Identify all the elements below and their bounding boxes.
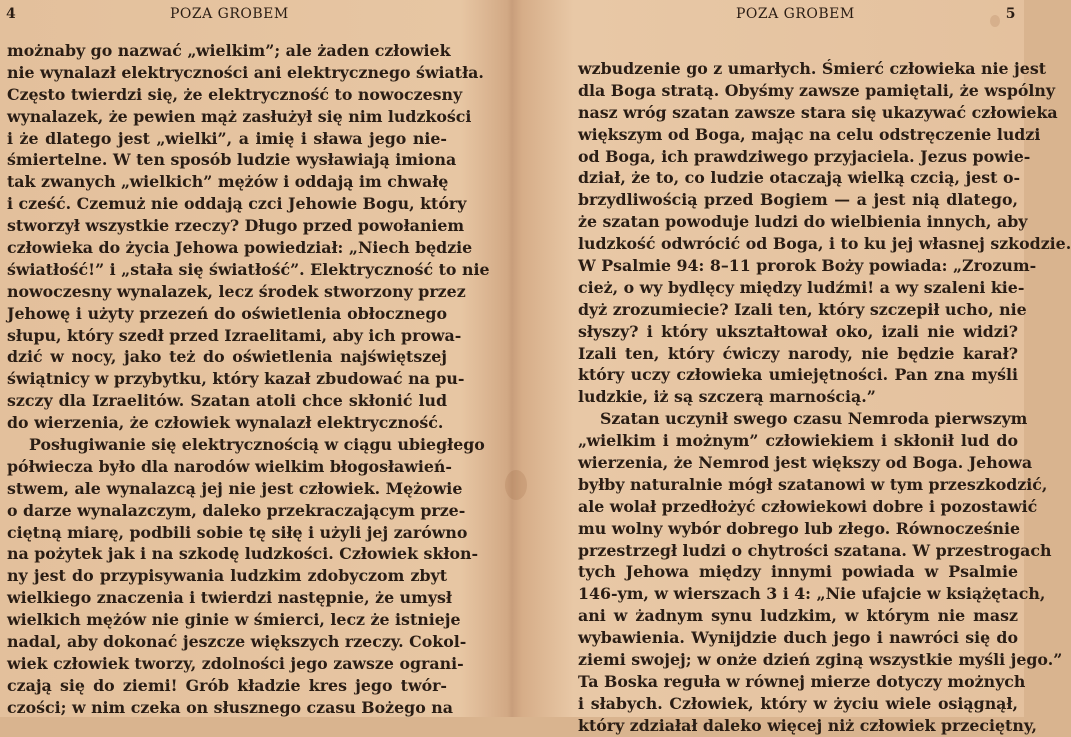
text-line: możnaby go nazwać „wielkim”; ale żaden człowiek bbox=[7, 41, 451, 60]
text-line: stwem, ale wynalazcą jej nie jest człowiek. Mężowie bbox=[7, 478, 463, 498]
text-line: czają się do ziemi! Grób kładzie kres jego twór- bbox=[7, 675, 447, 695]
text-line: Izali ten, który ćwiczy narody, nie będzie karał? bbox=[578, 343, 1018, 363]
text-line: nasz wróg szatan zawsze stara się ukazywać człowieka bbox=[578, 102, 1058, 122]
text-line: i słabych. Człowiek, który w życiu wiele osiągnął, bbox=[578, 693, 1018, 713]
text-line: Jehowę i użyty przezeń do oświetlenia obłocznego bbox=[7, 303, 447, 323]
text-line: mu wolny wybór dobrego lub złego. Równocześnie bbox=[578, 518, 1021, 538]
text-line: czości; w nim czeka on słusznego czasu Bożego na bbox=[7, 697, 453, 717]
running-title: POZA GROBEM bbox=[736, 6, 855, 22]
text-line: szczy dla Izraelitów. Szatan atoli chce skłonić lud bbox=[7, 391, 447, 411]
text-line: ale wolał przedłożyć człowiekowi dobre i pozostawić bbox=[578, 496, 1038, 516]
text-line: że szatan powoduje ludzi do wielbienia innych, aby bbox=[578, 212, 1028, 232]
text-line: dla Boga stratą. Obyśmy zawsze pamiętali, że wspólny bbox=[578, 80, 1056, 100]
text-line: świątnicy w przybytku, który kazał zbudować na pu- bbox=[7, 369, 465, 389]
text-line: i cześć. Czemuż nie oddają czci Jehowie Bogu, który bbox=[7, 194, 467, 214]
text-line: dzić w nocy, jako też do oświetlenia najświętszej bbox=[7, 347, 447, 367]
page-number: 5 bbox=[1005, 6, 1016, 22]
text-line: o darze wynalazczym, daleko przekraczającym prze- bbox=[7, 500, 466, 520]
text-line: ludzkość odwrócić od Boga, i to ku jej własnej szkodzie. bbox=[578, 234, 1071, 254]
text-line: brzydliwością przed Bogiem — a jest nią dlatego, bbox=[578, 190, 1018, 210]
text-line: i że dlatego jest „wielki”, a imię i sława jego nie- bbox=[7, 128, 447, 148]
page-number: 4 bbox=[6, 6, 17, 22]
running-title: POZA GROBEM bbox=[170, 6, 289, 22]
text-line: większym od Boga, mając na celu odstręczenie ludzi bbox=[578, 124, 1041, 144]
text-line: do wierzenia, że człowiek wynalazł elektryczność. bbox=[7, 413, 444, 433]
text-line: ani w żadnym synu ludzkim, w którym nie masz bbox=[578, 606, 1018, 626]
text-line: od Boga, ich prawdziwego przyjaciela. Jezus powie- bbox=[578, 146, 1031, 166]
text-line: ny jest do przypisywania ludzkim zdobyczom zbyt bbox=[7, 566, 447, 586]
text-line: słyszy? i który ukształtował oko, izali nie widzi? bbox=[578, 321, 1018, 341]
text-line: tak zwanych „wielkich” mężów i oddają im chwałę bbox=[7, 172, 449, 192]
right-page bbox=[520, 0, 1071, 735]
text-line: wzbudzenie go z umarłych. Śmierć człowieka nie jest bbox=[578, 59, 1047, 78]
text-line: który zdziałał daleko więcej niż człowiek przeciętny, bbox=[578, 715, 1038, 735]
text-line: nowoczesny wynalazek, lecz środek stworzony przez bbox=[7, 281, 466, 301]
text-line: nie wynalazł elektryczności ani elektrycznego światła. bbox=[7, 62, 484, 82]
text-line: który uczy człowieka umiejętności. Pan zna myśli bbox=[578, 365, 1018, 385]
page-header bbox=[0, 6, 500, 26]
text-line: byłby naturalnie mógł szatanowi w tym przeszkodzić, bbox=[578, 474, 1048, 494]
text-line: wynalazek, że pewien mąż zasłużył się nim ludzkości bbox=[7, 106, 472, 126]
text-line: nadal, aby dokonać jeszcze większych rzeczy. Cokol- bbox=[7, 632, 467, 652]
text-line: Ta Boska reguła w równej mierze dotyczy możnych bbox=[578, 671, 1026, 691]
text-line: 146-ym, w wierszach 3 i 4: „Nie ufajcie w książętach, bbox=[578, 584, 1046, 604]
text-line: dyż zrozumiecie? Izali ten, który szczepił ucho, nie bbox=[578, 299, 1027, 319]
text-line: ludzkie, iż są szczerą marnością.” bbox=[578, 387, 876, 407]
text-line: wybawienia. Wynijdzie duch jego i nawróci się do bbox=[578, 628, 1018, 648]
text-line: wielkich mężów nie ginie w śmierci, lecz że istnieje bbox=[7, 610, 461, 630]
page-header bbox=[520, 6, 1024, 26]
text-line: półwiecza było dla narodów wielkim błogosławień- bbox=[7, 456, 452, 476]
text-line: światłość!” i „stała się światłość”. Elektryczność to nie bbox=[7, 259, 490, 279]
text-line: śmiertelne. W ten sposób ludzie wysławiają imiona bbox=[7, 150, 457, 170]
left-page bbox=[0, 0, 500, 717]
text-line: na pożytek jak i na szkodę ludzkości. Człowiek skłon- bbox=[7, 544, 479, 564]
text-line: przestrzegł ludzi o chytrości szatana. W przestrogach bbox=[578, 540, 1052, 560]
text-line: wiek człowiek tworzy, zdolności jego zawsze ograni- bbox=[7, 653, 464, 673]
text-line: ziemi swojej; w onże dzień zginą wszystkie myśli jego.” bbox=[578, 650, 1063, 670]
text-line: stworzył wszystkie rzeczy? Długo przed powołaniem bbox=[7, 216, 465, 236]
text-line: wierzenia, że Nemrod jest większy od Boga. Jehowa bbox=[578, 453, 1033, 473]
text-line: „wielkim i możnym” człowiekiem i skłonił lud do bbox=[578, 431, 1018, 451]
text-line: człowieka do życia Jehowa powiedział: „Niech będzie bbox=[7, 238, 473, 258]
body-text bbox=[7, 40, 490, 719]
text-line: ciętną miarę, podbili sobie tę siłę i użyli jej zarówno bbox=[7, 522, 468, 542]
text-line: Szatan uczynił swego czasu Nemroda pierwszym bbox=[600, 409, 1028, 429]
text-line: tych Jehowa między innymi powiada w Psalmie bbox=[578, 562, 1018, 582]
body-text bbox=[578, 58, 1071, 737]
text-line: cież, o wy bydlęcy między ludźmi! a wy szaleni kie- bbox=[578, 277, 1025, 297]
text-line: wielkiego znaczenia i twierdzi następnie, że umysł bbox=[7, 588, 452, 608]
text-line: Posługiwanie się elektrycznością w ciągu ubiegłego bbox=[29, 435, 485, 455]
text-line: dział, że to, co ludzie otaczają wielką czcią, jest o- bbox=[578, 168, 1021, 188]
text-line: słupu, który szedł przed Izraelitami, aby ich prowa- bbox=[7, 325, 462, 345]
text-line: W Psalmie 94: 8–11 prorok Boży powiada: „Zrozum- bbox=[578, 256, 1037, 276]
text-line: Często twierdzi się, że elektryczność to nowoczesny bbox=[7, 84, 463, 104]
